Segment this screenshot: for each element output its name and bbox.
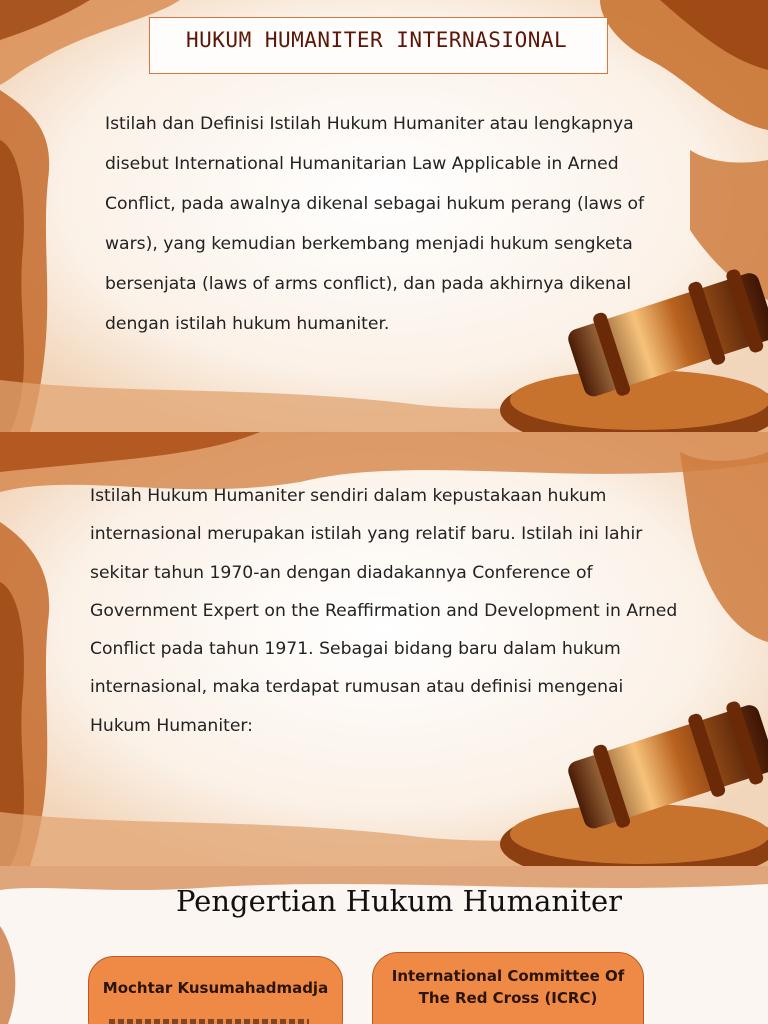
- text-line: Istilah Hukum Humaniter sendiri dalam kepustakaan hukum: [90, 486, 607, 506]
- text-line: wars), yang kemudian berkembang menjadi hukum sengketa: [105, 234, 633, 254]
- card-body-text-cutoff: [109, 1019, 309, 1024]
- text-line: Conflict, pada awalnya dikenal sebagai hukum perang (laws of: [105, 194, 645, 214]
- slide-3: [0, 866, 768, 1024]
- icrc-card: [372, 952, 644, 1024]
- text-line: Istilah dan Definisi Istilah Hukum Humaniter atau lengkapnya: [105, 114, 634, 134]
- text-line: Conflict pada tahun 1971. Sebagai bidang baru dalam hukum: [90, 639, 621, 660]
- text-line: bersenjata (laws of arms conflict), dan pada akhirnya dikenal: [105, 274, 632, 294]
- slide-2: [0, 432, 768, 866]
- slide1-paragraph: [105, 104, 685, 344]
- title-box: [149, 17, 608, 74]
- text-line: disebut International Humanitarian Law Applicable in Arned: [105, 154, 619, 174]
- card-title: Mochtar Kusumahadmadja: [102, 979, 329, 997]
- card-title-line: The Red Cross (ICRC): [418, 989, 598, 1007]
- text-line: internasional, maka terdapat rumusan atau definisi mengenai: [90, 677, 624, 698]
- text-line: Hukum Humaniter:: [90, 715, 253, 736]
- card-title-line: International Committee Of: [391, 967, 625, 985]
- text-line: dengan istilah hukum humaniter.: [105, 314, 390, 334]
- slide-1: [0, 0, 768, 432]
- text-line: internasional merupakan istilah yang relatif baru. Istilah ini lahir: [90, 524, 643, 545]
- card-title: [373, 965, 643, 1009]
- text-line: Government Expert on the Reaffirmation and Development in Arned: [90, 600, 678, 621]
- slide2-paragraph: [90, 477, 695, 745]
- text-line: sekitar tahun 1970-an dengan diadakannya Conference of: [90, 562, 593, 583]
- slide-title: HUKUM HUMANITER INTERNASIONAL: [186, 28, 568, 52]
- section-heading: Pengertian Hukum Humaniter: [175, 884, 623, 918]
- mochtar-card: [88, 956, 343, 1024]
